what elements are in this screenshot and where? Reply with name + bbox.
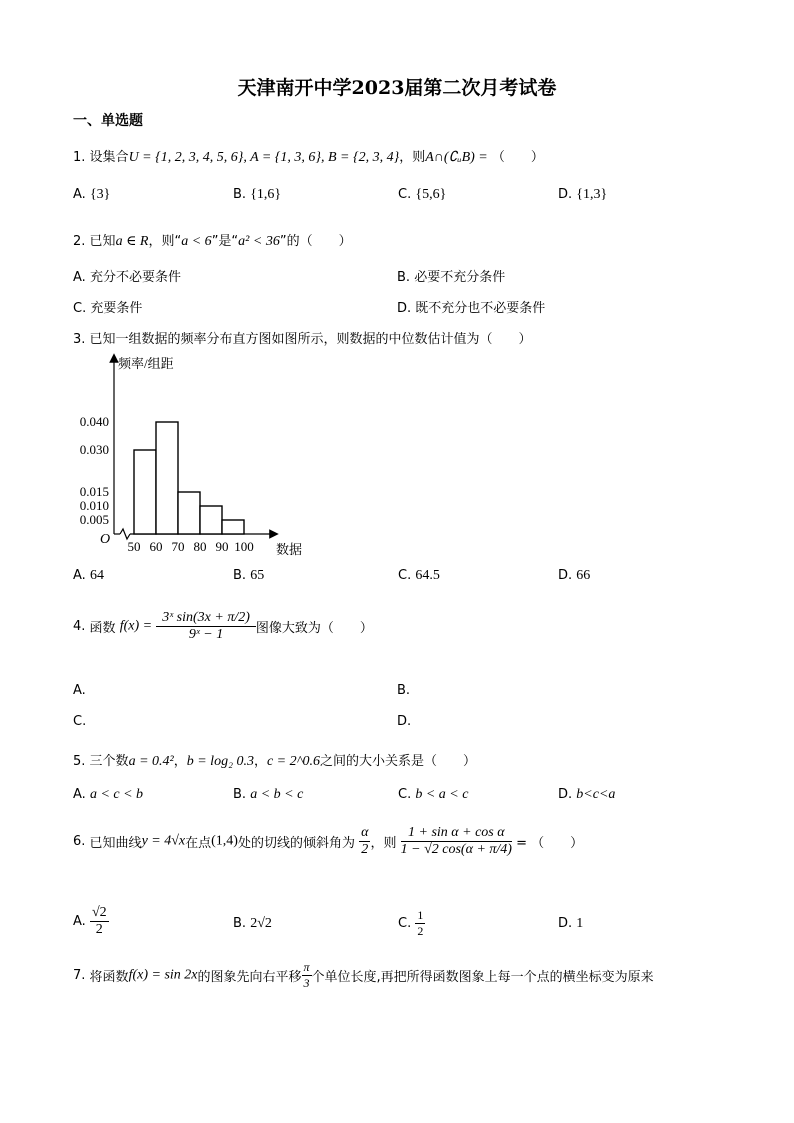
question-text: ，则: [399, 150, 426, 165]
option-d[interactable]: D. 1: [558, 916, 584, 931]
y-tick-label: 0.015: [79, 484, 109, 499]
x-axis-label: 数据: [276, 542, 303, 557]
y-tick-label: 0.040: [79, 414, 109, 429]
option-b[interactable]: B. 必要不充分条件: [397, 270, 506, 285]
option-b[interactable]: B. 2√2: [233, 916, 272, 931]
x-tick-label: 100: [234, 539, 254, 554]
x-tick-label: 50: [127, 539, 141, 554]
option-c[interactable]: C. b < a < c: [398, 787, 469, 802]
origin-label: O: [100, 532, 111, 547]
fraction: $\frac{\text{3ˣ sin(3x + π/2)}}{\text{9ˣ − 1}}$: [156, 610, 256, 643]
question-1: [73, 146, 544, 166]
math-expression: A∩(∁ᵤB) =: [425, 150, 488, 165]
option-d[interactable]: D. {1,3}: [558, 187, 608, 202]
axis-break: [120, 529, 130, 539]
histogram-bar: [222, 520, 244, 534]
option-c[interactable]: C. 充要条件: [73, 301, 143, 316]
x-tick-label: 80: [193, 539, 207, 554]
math-expression: f(x) =: [119, 618, 153, 634]
section-heading: 一、单选题: [73, 113, 143, 129]
fraction: $\frac{\pi}{3}$: [303, 960, 310, 990]
option-a[interactable]: A. a < c < b: [73, 787, 144, 802]
question-5: 5. 三个数a = 0.4²，b = log₂ 0.3，c = 2^0.6之间的大小关系是（ ）: [73, 754, 477, 769]
option-a[interactable]: A. {3}: [73, 187, 111, 202]
answer-paren: （ ）: [491, 150, 544, 165]
fraction: $\frac{\text{1 + sin α + cos α}}{1 - √2 \cos(\alpha + \pi/4)}$: [400, 825, 512, 857]
question-2: 2. 已知a ∈ R，则“a < 6”是“a² < 36”的（ ）: [73, 234, 352, 249]
option-c[interactable]: C.: [73, 714, 87, 729]
x-tick-label: 70: [171, 539, 185, 554]
histogram-bar: [156, 422, 178, 534]
page-title: 天津南开中学2023届第二次月考试卷: [237, 77, 557, 99]
option-a[interactable]: A. $\frac{√2}{2}$: [73, 905, 107, 937]
option-c[interactable]: C. 64.5: [398, 568, 440, 583]
option-c[interactable]: C. {5,6}: [398, 187, 447, 202]
x-tick-label: 60: [149, 539, 163, 554]
question-number: 1.: [73, 150, 86, 165]
question-6: 6. 已知曲线y = 4√x在点(1,4)处的切线的倾斜角为 $\frac{\alpha}{2}$ ，则 $\frac{\text{1 + sin α + cos α}}{1 - √2 \cos(\alpha + \pi/4)}$ = （ ）: [73, 825, 584, 857]
option-c[interactable]: C. $\frac{1}{2}$: [398, 908, 424, 938]
histogram-bar: [178, 492, 200, 534]
option-a[interactable]: A. 64: [73, 568, 104, 583]
option-d[interactable]: D. 既不充分也不必要条件: [397, 301, 546, 316]
y-tick-label: 0.005: [79, 512, 109, 527]
option-d[interactable]: D.: [397, 714, 412, 729]
y-tick-label: 0.030: [79, 442, 109, 457]
x-tick-label: 90: [215, 539, 229, 554]
question-4: 4. 函数 f(x) = $\frac{\text{3ˣ sin(3x + π/2)}}{\text{9ˣ − 1}}$ 图像大致为（ ）: [73, 610, 373, 642]
question-7: 7. 将函数f(x) = sin 2x的图象先向右平移 $\frac{\pi}{3}$ 个单位长度,再把所得函数图象上每一个点的横坐标变为原来: [73, 960, 654, 990]
option-d[interactable]: D. 66: [558, 568, 591, 583]
option-a[interactable]: A. 充分不必要条件: [73, 270, 181, 285]
fraction: $\frac{\alpha}{2}$: [361, 825, 369, 857]
y-tick-label: 0.010: [79, 498, 109, 513]
question-3: 3. 已知一组数据的频率分布直方图如图所示，则数据的中位数估计值为（ ）: [73, 332, 532, 347]
histogram-bar: [200, 506, 222, 534]
option-a[interactable]: A.: [73, 683, 86, 698]
math-expression: U = {1, 2, 3, 4, 5, 6}, A = {1, 3, 6}, B = {2, 3, 4}: [128, 150, 400, 165]
option-b[interactable]: B. 65: [233, 568, 265, 583]
option-b[interactable]: B. {1,6}: [233, 187, 282, 202]
option-b[interactable]: B. a < b < c: [233, 787, 304, 802]
option-d[interactable]: D. b<c<a: [558, 787, 616, 802]
option-b[interactable]: B.: [397, 683, 411, 698]
histogram-bar: [134, 450, 156, 534]
y-axis-label: 频率/组距: [118, 356, 174, 371]
question-text: 设集合: [89, 150, 129, 165]
histogram-chart: [64, 352, 324, 564]
